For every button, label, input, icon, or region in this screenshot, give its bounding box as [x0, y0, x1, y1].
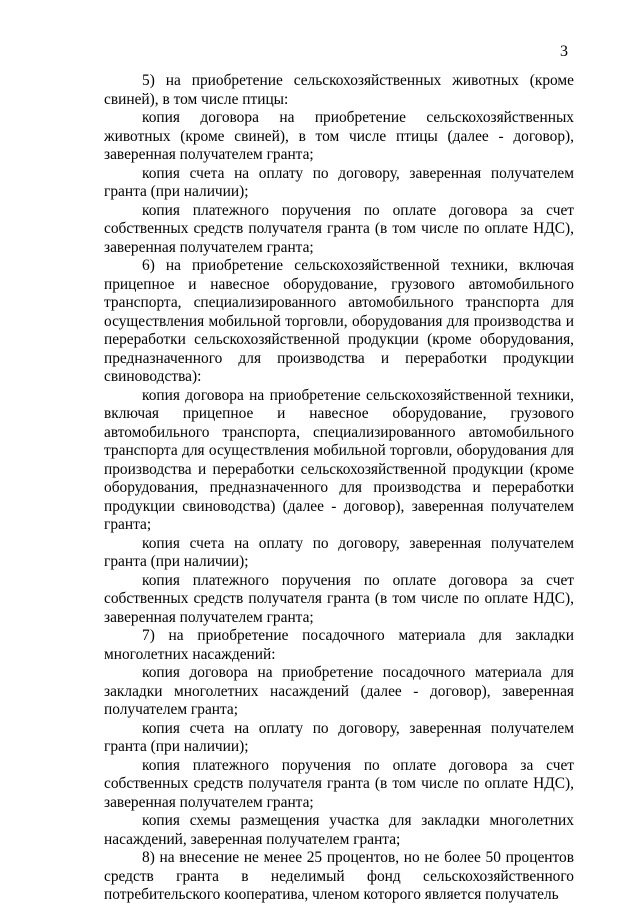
paragraph-item-8: 8) на внесение не менее 25 процентов, но не более 50 процентов средств гранта в неделимый фонд сельскохозяйственного потребительского кооператива, членом которого является получатель [104, 849, 574, 903]
paragraph-invoice-copy: копия счета на оплату по договору, заверенная получателем гранта (при наличии); [104, 164, 574, 200]
page-number: 3 [560, 43, 568, 60]
paragraph-payment-order-copy: копия платежного поручения по оплате договора за счет собственных средств получателя гранта (в том числе по оплате НДС), заверенная получателем гранта; [104, 756, 574, 811]
paragraph-site-scheme-copy: копия схемы размещения участка для закладки многолетних насаждений, заверенная получателем гранта; [104, 812, 574, 848]
paragraph-contract-copy: копия договора на приобретение посадочного материала для закладки многолетних насаждений (далее - договор), заверенная получателем гранта; [104, 664, 574, 718]
paragraph-item-7: 7) на приобретение посадочного материала для закладки многолетних насаждений: [104, 627, 574, 663]
paragraph-contract-copy: копия договора на приобретение сельскохозяйственных животных (кроме свиней), в том числе птицы (далее - договор), заверенная получателем гранта; [104, 109, 574, 163]
paragraph-invoice-copy: копия счета на оплату по договору, заверенная получателем гранта (при наличии); [104, 534, 574, 570]
paragraph-payment-order-copy: копия платежного поручения по оплате договора за счет собственных средств получателя гранта (в том числе по оплате НДС), заверенная получателем гранта; [104, 571, 574, 626]
paragraph-invoice-copy: копия счета на оплату по договору, заверенная получателем гранта (при наличии); [104, 719, 574, 755]
document-body [104, 72, 574, 905]
paragraph-item-6: 6) на приобретение сельскохозяйственной техники, включая прицепное и навесное оборудование, грузового автомобильного транспорта, специализированного автомобильного транспорта для осуществления мобильной торговли, оборудования для производства и переработки сельскохозяйственной продукции (кроме оборудования, предназначенного для производства и переработки продукции свиноводства): [104, 257, 574, 385]
paragraph-payment-order-copy: копия платежного поручения по оплате договора за счет собственных средств получателя гранта (в том числе по оплате НДС), заверенная получателем гранта; [104, 201, 574, 256]
paragraph-item-5: 5) на приобретение сельскохозяйственных животных (кроме свиней), в том числе птицы: [104, 72, 574, 108]
paragraph-contract-copy: копия договора на приобретение сельскохозяйственной техники, включая прицепное и навесное оборудование, грузового автомобильного транспорта, специализированного автомобильного транспорта для осуществления мобильной торговли, оборудования для производства и переработки сельскохозяйственной продукции (кроме оборудования, предназначенного для производства и переработки продукции свиноводства) (далее - договор), заверенная получателем гранта; [104, 386, 574, 533]
